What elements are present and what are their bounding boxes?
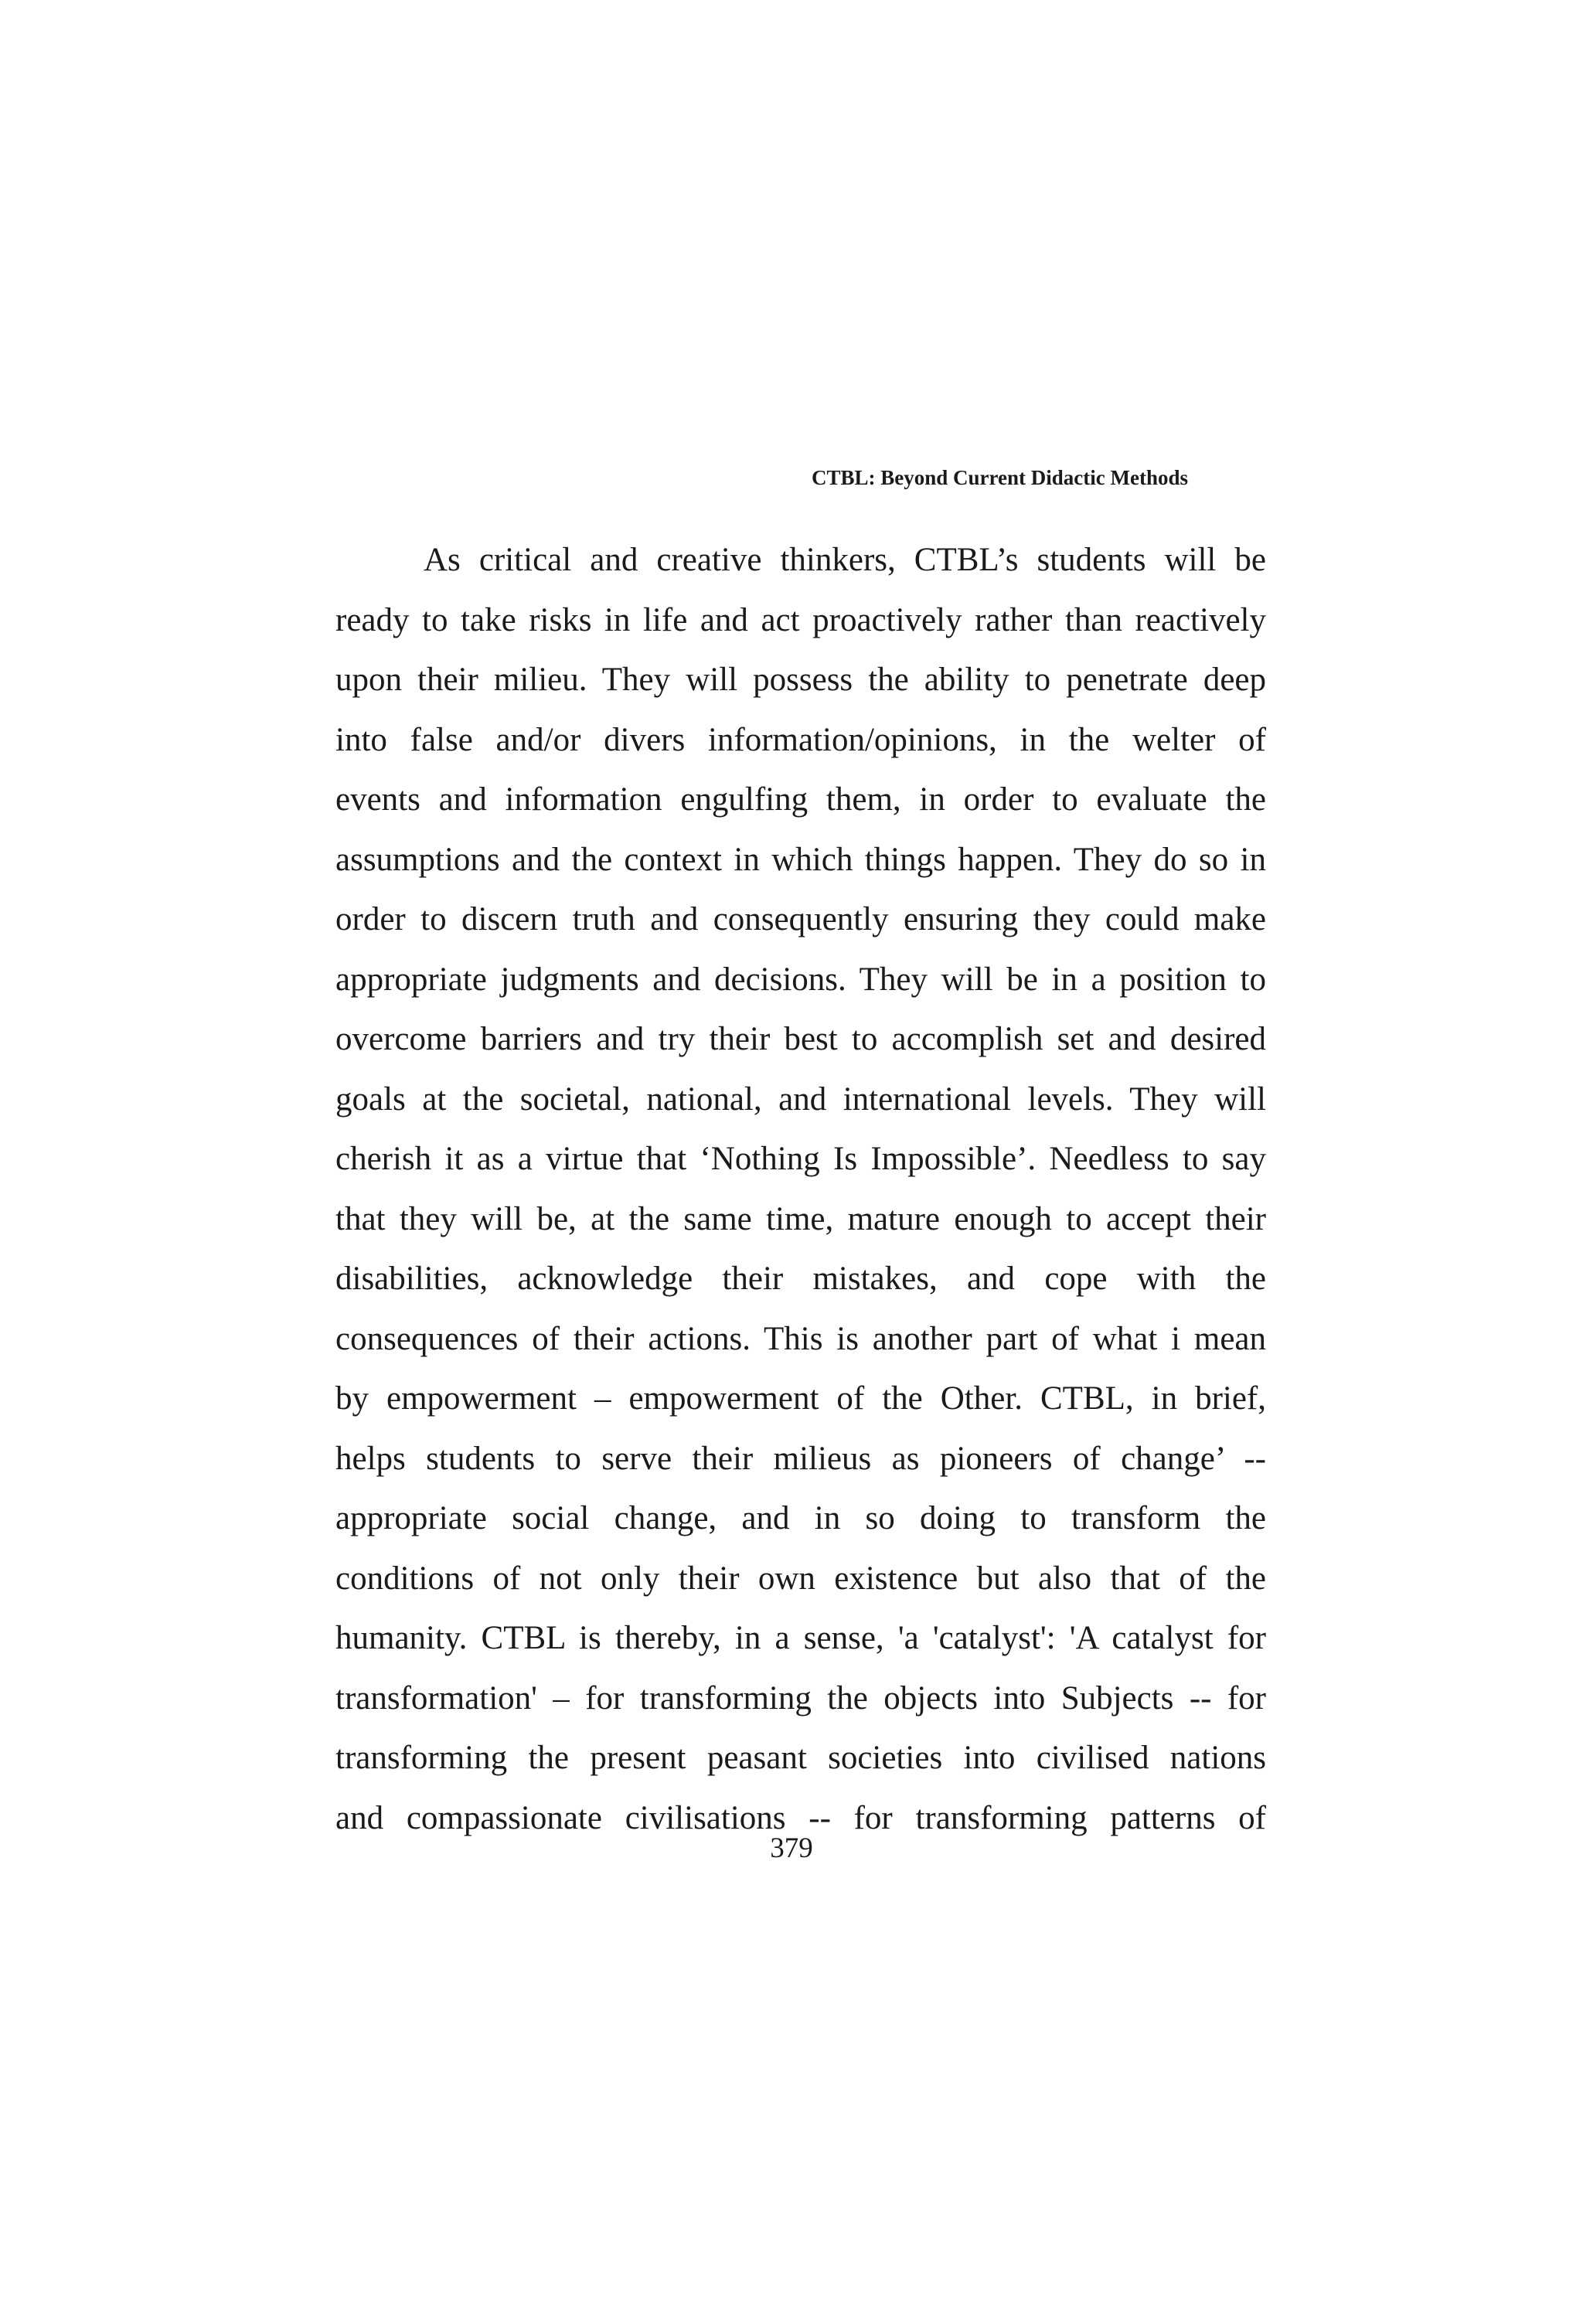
page-number: 379 bbox=[770, 1832, 813, 1864]
text-line: assumptions and the context in which things happen. They do so in bbox=[335, 841, 1266, 878]
text-line: overcome barriers and try their best to accomplish set and desired bbox=[335, 1021, 1266, 1057]
text-line: transforming the present peasant societies into civilised nations bbox=[335, 1740, 1266, 1776]
text-line: disabilities, acknowledge their mistakes, and cope with the bbox=[335, 1261, 1266, 1297]
running-head: CTBL: Beyond Current Didactic Methods bbox=[812, 466, 1189, 489]
text-line: upon their milieu. They will possess the ability to penetrate deep bbox=[335, 662, 1266, 698]
body-text bbox=[335, 530, 1266, 1848]
text-line: cherish it as a virtue that ‘Nothing Is Impossible’. Needless to say bbox=[335, 1141, 1266, 1177]
text-line: As critical and creative thinkers, CTBL’s students will be bbox=[424, 542, 1266, 578]
text-line: order to discern truth and consequently ensuring they could make bbox=[335, 901, 1266, 937]
text-line: appropriate judgments and decisions. They will be in a position to bbox=[335, 961, 1266, 998]
text-line: that they will be, at the same time, mature enough to accept their bbox=[335, 1200, 1266, 1237]
text-line: helps students to serve their milieus as pioneers of change’ -- bbox=[335, 1440, 1266, 1477]
text-line: events and information engulfing them, in order to evaluate the bbox=[335, 781, 1266, 818]
text-line: goals at the societal, national, and international levels. They will bbox=[335, 1080, 1266, 1118]
text-line: appropriate social change, and in so doing to transform the bbox=[335, 1500, 1266, 1536]
text-line: conditions of not only their own existence but also that of the bbox=[335, 1560, 1266, 1597]
text-line: transformation' – for transforming the objects into Subjects -- for bbox=[335, 1679, 1266, 1717]
text-line: humanity. CTBL is thereby, in a sense, 'a 'catalyst': 'A catalyst for bbox=[335, 1620, 1266, 1656]
text-line: ready to take risks in life and act proactively rather than reactively bbox=[335, 601, 1266, 638]
text-line: into false and/or divers information/opinions, in the welter of bbox=[335, 721, 1266, 758]
text-line: and compassionate civilisations -- for transforming patterns of bbox=[335, 1799, 1266, 1836]
text-line: consequences of their actions. This is another part of what i mean bbox=[335, 1320, 1266, 1357]
text-line: by empowerment – empowerment of the Other. CTBL, in brief, bbox=[335, 1380, 1266, 1417]
